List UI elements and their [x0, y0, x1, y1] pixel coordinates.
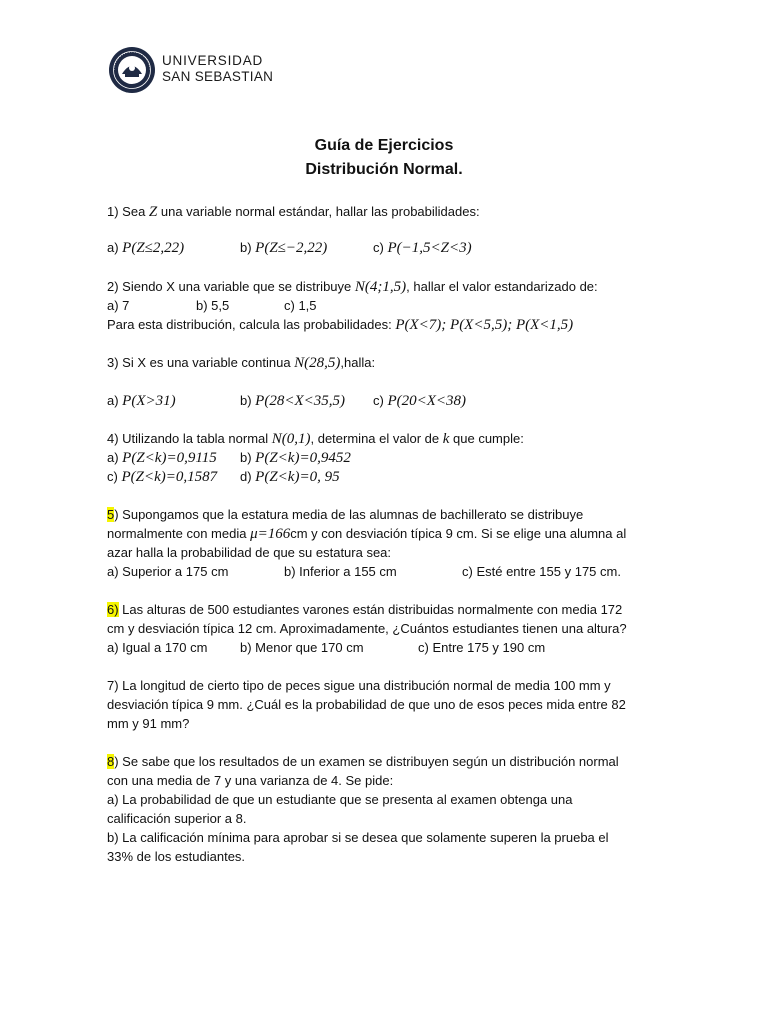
- q2-probs-pre: Para esta distribución, calcula las probabilidades:: [107, 317, 396, 332]
- q4-intro-mid: , determina el valor de: [310, 431, 443, 446]
- q4-a-expr: P(Z<k)=0,9115: [122, 450, 217, 466]
- q8-number-highlight: 8: [107, 754, 115, 769]
- q4-b-label: b): [240, 450, 256, 465]
- q4-d-label: d): [240, 469, 256, 484]
- q3-intro: [107, 353, 375, 373]
- q4-k-variable: k: [442, 431, 450, 447]
- q1-b-label: b): [240, 240, 256, 255]
- q4-c-expr: P(Z<k)=0,1587: [121, 469, 218, 485]
- q5-line-2-post: cm y con desviación típica 9 cm. Si se elige una alumna al: [290, 526, 627, 541]
- q3-c-label: c): [373, 393, 388, 408]
- q6-line-2: cm y desviación típica 12 cm. Aproximadamente, ¿Cuántos estudiantes tienen una altura?: [107, 621, 627, 636]
- q4-option-b: [240, 448, 351, 468]
- q4-distribution: N(0,1): [271, 431, 311, 447]
- q4-b-expr: P(Z<k)=0,9452: [255, 450, 351, 466]
- q3-a-expr: P(X>31): [122, 393, 176, 409]
- q4-c-label: c): [107, 469, 122, 484]
- q1-option-b: [240, 238, 327, 258]
- q4-option-d: [240, 467, 340, 487]
- q1-c-label: c): [373, 240, 388, 255]
- q1-option-a: [107, 238, 184, 258]
- q5-option-b: b) Inferior a 155 cm: [284, 564, 397, 579]
- q5-number-highlight: 5: [107, 507, 115, 522]
- q2-intro-post: , hallar el valor estandarizado de:: [406, 279, 598, 294]
- q5-option-c: c) Esté entre 155 y 175 cm.: [462, 564, 621, 579]
- q2-option-a: a) 7: [107, 298, 130, 313]
- q7-line-3: mm y 91 mm?: [107, 716, 190, 731]
- q1-intro-post: una variable normal estándar, hallar las probabilidades:: [157, 204, 480, 219]
- q1-a-label: a): [107, 240, 123, 255]
- q3-a-label: a): [107, 393, 123, 408]
- q4-intro-pre: 4) Utilizando la tabla normal: [107, 431, 272, 446]
- university-name: [162, 54, 273, 83]
- q6-line-1: [107, 600, 622, 619]
- q3-intro-pre: 3) Si X es una variable continua: [107, 355, 295, 370]
- q2-probs-expr: P(X<7); P(X<5,5); P(X<1,5): [395, 317, 574, 333]
- q4-a-label: a): [107, 450, 123, 465]
- q2-distribution: N(4;1,5): [354, 279, 407, 295]
- q2-intro-pre: 2) Siendo X una variable que se distribuye: [107, 279, 355, 294]
- brand-line-2: SAN SEBASTIAN: [162, 68, 274, 84]
- document-title: [0, 134, 768, 182]
- q4-intro: [107, 429, 524, 449]
- brand-line-1: UNIVERSIDAD: [162, 53, 264, 68]
- q8-line-6: 33% de los estudiantes.: [107, 849, 246, 864]
- university-seal-logo: [108, 46, 156, 94]
- q5-line-2: [107, 524, 626, 544]
- q3-option-a: [107, 391, 176, 411]
- q2-option-c: c) 1,5: [284, 298, 317, 313]
- q1-variable: Z: [148, 204, 158, 220]
- q3-intro-post: ,halla:: [340, 355, 376, 370]
- q1-b-expr: P(Z≤−2,22): [255, 240, 328, 256]
- q6-option-a: a) Igual a 170 cm: [107, 640, 208, 655]
- q3-c-expr: P(20<X<38): [387, 393, 467, 409]
- q8-line-3: a) La probabilidad de que un estudiante que se presenta al examen obtenga una: [107, 792, 573, 807]
- q7-line-1: 7) La longitud de cierto tipo de peces sigue una distribución normal de media 100 mm y: [107, 678, 611, 693]
- q3-b-expr: P(28<X<35,5): [255, 393, 345, 409]
- q4-option-a: [107, 448, 217, 468]
- q4-intro-post: que cumple:: [449, 431, 524, 446]
- q6-option-c: c) Entre 175 y 190 cm: [418, 640, 546, 655]
- q5-line-1-text: ) Supongamos que la estatura media de las alumnas de bachillerato se distribuye: [114, 507, 584, 522]
- q4-d-expr: P(Z<k)=0, 95: [255, 469, 340, 485]
- q4-option-c: [107, 467, 217, 487]
- q8-line-1: [107, 752, 619, 771]
- q5-line-2-pre: normalmente con media: [107, 526, 251, 541]
- q1-a-expr: P(Z≤2,22): [122, 240, 185, 256]
- q3-option-b: [240, 391, 345, 411]
- q6-number-highlight: 6): [107, 602, 119, 617]
- title-line-1: Guía de Ejercicios: [314, 137, 454, 154]
- q1-intro: [107, 202, 480, 222]
- q2-intro: [107, 277, 598, 297]
- q5-line-3: azar halla la probabilidad de que su estatura sea:: [107, 545, 392, 560]
- q1-option-c: [373, 238, 472, 258]
- q8-line-5: b) La calificación mínima para aprobar si se desea que solamente superen la prueba el: [107, 830, 609, 845]
- title-line-2: Distribución Normal.: [305, 161, 463, 178]
- q8-line-2: con una media de 7 y una varianza de 4. Se pide:: [107, 773, 394, 788]
- q8-line-4: calificación superior a 8.: [107, 811, 247, 826]
- q5-option-a: a) Superior a 175 cm: [107, 564, 229, 579]
- q2-probabilities: [107, 315, 573, 335]
- q1-c-expr: P(−1,5<Z<3): [387, 240, 472, 256]
- q5-line-1: [107, 505, 583, 524]
- q1-intro-pre: 1) Sea: [107, 204, 149, 219]
- q7-line-2: desviación típica 9 mm. ¿Cuál es la probabilidad de que uno de esos peces mida entre 82: [107, 697, 626, 712]
- q6-line-1-text: Las alturas de 500 estudiantes varones están distribuidas normalmente con media 172: [118, 602, 623, 617]
- q3-b-label: b): [240, 393, 256, 408]
- q2-option-b: b) 5,5: [196, 298, 230, 313]
- q3-option-c: [373, 391, 466, 411]
- q6-option-b: b) Menor que 170 cm: [240, 640, 364, 655]
- q3-distribution: N(28,5): [294, 355, 341, 371]
- q5-mean-expr: μ=166: [250, 526, 291, 542]
- q8-line-1-text: ) Se sabe que los resultados de un examen se distribuyen según un distribución normal: [114, 754, 619, 769]
